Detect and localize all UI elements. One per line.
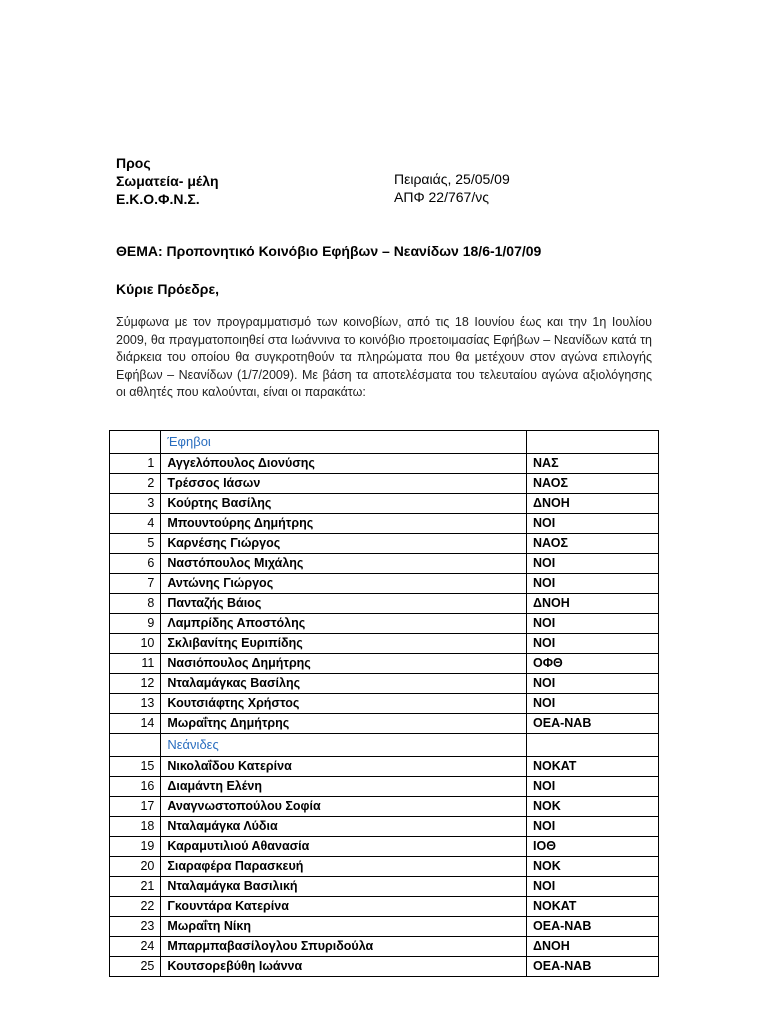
recipient-line-1: Προς <box>116 155 151 171</box>
athlete-name: Νικολαΐδου Κατερίνα <box>161 757 527 777</box>
athlete-name: Σκλιβανίτης Ευριπίδης <box>161 634 527 654</box>
row-number: 11 <box>110 654 161 674</box>
table-row <box>110 454 659 474</box>
row-number: 2 <box>110 474 161 494</box>
table-row <box>110 654 659 674</box>
date-reference-block <box>394 170 510 206</box>
row-number: 5 <box>110 534 161 554</box>
athlete-name: Σιαραφέρα Παρασκευή <box>161 857 527 877</box>
athlete-name: Κούρτης Βασίλης <box>161 494 527 514</box>
table-row <box>110 877 659 897</box>
section-num-cell <box>110 734 161 757</box>
club-name: ΟΕΑ-ΝΑΒ <box>527 917 659 937</box>
club-name: ΝΟΚ <box>527 797 659 817</box>
athlete-name: Νασιόπουλος Δημήτρης <box>161 654 527 674</box>
row-number: 6 <box>110 554 161 574</box>
row-number: 3 <box>110 494 161 514</box>
club-name: ΟΕΑ-ΝΑΒ <box>527 957 659 977</box>
section-title: Έφηβοι <box>161 431 527 454</box>
club-name: ΝΟΚΑΤ <box>527 897 659 917</box>
club-name: ΝΟΙ <box>527 574 659 594</box>
athlete-name: Αγγελόπουλος Διονύσης <box>161 454 527 474</box>
club-name: ΔΝΟΗ <box>527 494 659 514</box>
club-name: ΝΟΙ <box>527 694 659 714</box>
athlete-name: Αντώνης Γιώργος <box>161 574 527 594</box>
table-row <box>110 817 659 837</box>
athlete-name: Γκουντάρα Κατερίνα <box>161 897 527 917</box>
table-row <box>110 797 659 817</box>
table-row <box>110 634 659 654</box>
section-club-cell <box>527 734 659 757</box>
table-row <box>110 694 659 714</box>
club-name: ΝΑΟΣ <box>527 474 659 494</box>
club-name: ΝΟΙ <box>527 514 659 534</box>
athlete-name: Ναστόπουλος Μιχάλης <box>161 554 527 574</box>
club-name: ΝΟΙ <box>527 634 659 654</box>
athlete-name: Πανταζής Βάιος <box>161 594 527 614</box>
recipient-block <box>116 154 219 208</box>
recipient-line-2: Σωματεία- μέλη <box>116 173 219 189</box>
row-number: 22 <box>110 897 161 917</box>
athlete-name: Τρέσσος Ιάσων <box>161 474 527 494</box>
section-title: Νεάνιδες <box>161 734 527 757</box>
section-header-row <box>110 431 659 454</box>
section-header-row <box>110 734 659 757</box>
club-name: ΔΝΟΗ <box>527 594 659 614</box>
table-row <box>110 614 659 634</box>
table-row <box>110 917 659 937</box>
club-name: ΝΟΙ <box>527 614 659 634</box>
club-name: ΙΟΘ <box>527 837 659 857</box>
athlete-name: Καραμυτιλιού Αθανασία <box>161 837 527 857</box>
table-row <box>110 594 659 614</box>
row-number: 12 <box>110 674 161 694</box>
athlete-name: Αναγνωστοπούλου Σοφία <box>161 797 527 817</box>
row-number: 15 <box>110 757 161 777</box>
row-number: 1 <box>110 454 161 474</box>
row-number: 21 <box>110 877 161 897</box>
subject-line: ΘΕΜΑ: Προπονητικό Κοινόβιο Εφήβων – Νεανίδων 18/6-1/07/09 <box>116 243 542 259</box>
table-row <box>110 757 659 777</box>
row-number: 9 <box>110 614 161 634</box>
table-row <box>110 714 659 734</box>
club-name: ΝΟΙ <box>527 674 659 694</box>
club-name: ΝΟΙ <box>527 777 659 797</box>
athlete-name: Μπουντούρης Δημήτρης <box>161 514 527 534</box>
section-club-cell <box>527 431 659 454</box>
club-name: ΝΑΣ <box>527 454 659 474</box>
place-date: Πειραιάς, 25/05/09 <box>394 171 510 187</box>
athlete-name: Μωραΐτης Δημήτρης <box>161 714 527 734</box>
body-paragraph: Σύμφωνα με τον προγραμματισμό των κοινοβίων, από τις 18 Ιουνίου έως και την 1η Ιουλίου 2009, θα πραγματοποιηθεί στα Ιωάννινα το κοινόβιο προετοιμασίας Εφήβων – Νεανίδων κατά τη διάρκεια του οποίου θα συγκροτηθούν τα πληρώματα που θα μετέχουν στον αγώνα επιλογής Εφήβων – Νεανίδων (1/7/2009). Με βάση τα αποτελέσματα του τελευταίου αγώνα αξιολόγησης οι αθλητές που καλούνται, είναι οι παρακάτω: <box>116 315 652 399</box>
athlete-name: Κουτσιάφτης Χρήστος <box>161 694 527 714</box>
row-number: 7 <box>110 574 161 594</box>
table-row <box>110 837 659 857</box>
club-name: ΝΟΚ <box>527 857 659 877</box>
row-number: 19 <box>110 837 161 857</box>
athlete-name: Νταλαμάγκα Λύδια <box>161 817 527 837</box>
club-name: ΝΑΟΣ <box>527 534 659 554</box>
club-name: ΝΟΚΑΤ <box>527 757 659 777</box>
row-number: 24 <box>110 937 161 957</box>
table-row <box>110 514 659 534</box>
row-number: 8 <box>110 594 161 614</box>
athlete-name: Νταλαμάγκας Βασίλης <box>161 674 527 694</box>
table-row <box>110 857 659 877</box>
athlete-name: Μπαρμπαβασίλογλου Σπυριδούλα <box>161 937 527 957</box>
club-name: ΔΝΟΗ <box>527 937 659 957</box>
club-name: ΝΟΙ <box>527 817 659 837</box>
table-row <box>110 574 659 594</box>
table-row <box>110 897 659 917</box>
row-number: 4 <box>110 514 161 534</box>
recipient-line-3: Ε.Κ.Ο.Φ.Ν.Σ. <box>116 191 200 207</box>
club-name: ΟΕΑ-ΝΑΒ <box>527 714 659 734</box>
athletes-table <box>109 430 659 977</box>
athlete-name: Μωραΐτη Νίκη <box>161 917 527 937</box>
athlete-name: Νταλαμάγκα Βασιλική <box>161 877 527 897</box>
athlete-name: Διαμάντη Ελένη <box>161 777 527 797</box>
row-number: 17 <box>110 797 161 817</box>
table-row <box>110 554 659 574</box>
reference-number: ΑΠΦ 22/767/νς <box>394 189 489 205</box>
athlete-name: Λαμπρίδης Αποστόλης <box>161 614 527 634</box>
club-name: ΝΟΙ <box>527 877 659 897</box>
club-name: ΟΦΘ <box>527 654 659 674</box>
row-number: 25 <box>110 957 161 977</box>
row-number: 16 <box>110 777 161 797</box>
table-row <box>110 937 659 957</box>
row-number: 18 <box>110 817 161 837</box>
table-row <box>110 474 659 494</box>
table-row <box>110 957 659 977</box>
row-number: 20 <box>110 857 161 877</box>
row-number: 14 <box>110 714 161 734</box>
section-num-cell <box>110 431 161 454</box>
salutation: Κύριε Πρόεδρε, <box>116 281 219 297</box>
row-number: 10 <box>110 634 161 654</box>
athlete-name: Καρνέσης Γιώργος <box>161 534 527 554</box>
athlete-name: Κουτσορεβύθη Ιωάννα <box>161 957 527 977</box>
table-row <box>110 534 659 554</box>
row-number: 13 <box>110 694 161 714</box>
table-row <box>110 674 659 694</box>
row-number: 23 <box>110 917 161 937</box>
table-row <box>110 494 659 514</box>
club-name: ΝΟΙ <box>527 554 659 574</box>
table-row <box>110 777 659 797</box>
